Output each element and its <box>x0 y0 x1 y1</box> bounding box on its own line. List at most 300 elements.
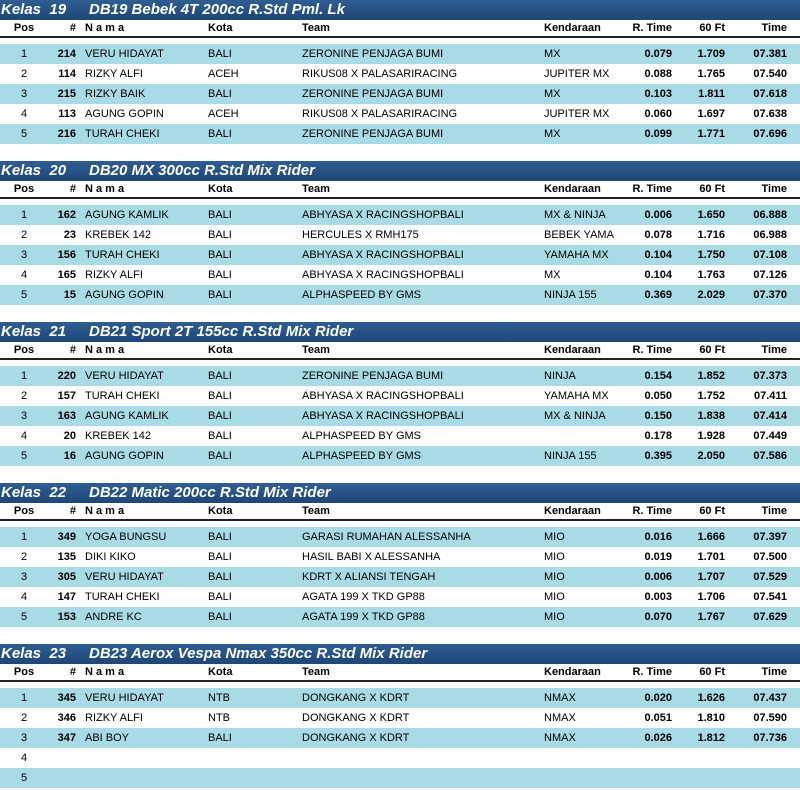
row-start-number: 15 <box>63 289 76 301</box>
row-60ft: 2.050 <box>697 450 725 462</box>
table-row <box>0 225 800 245</box>
header-kendaraan: Kendaraan <box>544 22 601 34</box>
row-team: AGATA 199 X TKD GP88 <box>302 611 425 623</box>
row-vehicle: YAMAHA MX <box>544 249 609 261</box>
row-rider-name: AGUNG GOPIN <box>85 289 164 301</box>
row-rider-name: VERU HIDAYAT <box>85 48 164 60</box>
row-reaction-time: 0.020 <box>644 692 672 704</box>
table-header <box>0 181 800 199</box>
row-city: BALI <box>208 551 232 563</box>
header-number: # <box>69 666 76 678</box>
row-reaction-time: 0.088 <box>644 68 672 80</box>
row-team: ZERONINE PENJAGA BUMI <box>302 370 444 382</box>
kelas-section <box>0 483 800 627</box>
row-60ft: 1.706 <box>697 591 725 603</box>
table-row <box>0 104 800 124</box>
table-row <box>0 265 800 285</box>
row-pos: 4 <box>20 752 28 764</box>
row-60ft: 1.771 <box>697 128 725 140</box>
table-row <box>0 124 800 144</box>
header-time: Time <box>761 344 787 356</box>
kelas-number: 21 <box>49 323 67 340</box>
row-time: 07.590 <box>753 712 787 724</box>
row-reaction-time: 0.103 <box>644 88 672 100</box>
row-vehicle: NINJA 155 <box>544 289 597 301</box>
row-vehicle: MIO <box>544 571 565 583</box>
row-vehicle: MIO <box>544 531 565 543</box>
table-row <box>0 426 800 446</box>
row-rider-name: RIZKY ALFI <box>85 68 143 80</box>
row-time: 07.411 <box>753 390 787 402</box>
header-kota: Kota <box>208 22 233 34</box>
row-team: ABHYASA X RACINGSHOPBALI <box>302 410 464 422</box>
table-row <box>0 84 800 104</box>
row-60ft: 2.029 <box>697 289 725 301</box>
kelas-title-band <box>0 0 800 20</box>
row-60ft: 1.707 <box>697 571 725 583</box>
row-time: 07.397 <box>753 531 787 543</box>
row-team: ABHYASA X RACINGSHOPBALI <box>302 269 464 281</box>
row-reaction-time: 0.079 <box>644 48 672 60</box>
kelas-title: DB22 Matic 200cc R.Std Mix Rider <box>89 484 331 501</box>
row-60ft: 1.763 <box>697 269 725 281</box>
table-row <box>0 446 800 466</box>
row-time: 07.370 <box>753 289 787 301</box>
row-reaction-time: 0.178 <box>644 430 672 442</box>
row-reaction-time: 0.019 <box>644 551 672 563</box>
table-row <box>0 406 800 426</box>
row-vehicle: NMAX <box>544 712 576 724</box>
header-kota: Kota <box>208 666 233 678</box>
row-city: BALI <box>208 571 232 583</box>
row-reaction-time: 0.026 <box>644 732 672 744</box>
row-60ft: 1.701 <box>697 551 725 563</box>
header-nama: N a m a <box>85 183 125 195</box>
header-pos: Pos <box>13 183 35 195</box>
row-time: 07.541 <box>753 591 787 603</box>
row-pos: 5 <box>20 611 28 623</box>
row-city: ACEH <box>208 108 239 120</box>
row-vehicle: MX <box>544 269 561 281</box>
header-nama: N a m a <box>85 344 125 356</box>
header-time: Time <box>761 22 787 34</box>
result-rows <box>0 360 800 466</box>
row-vehicle: MIO <box>544 611 565 623</box>
table-row <box>0 44 800 64</box>
row-60ft: 1.697 <box>697 108 725 120</box>
row-vehicle: MX <box>544 128 561 140</box>
row-start-number: 16 <box>63 450 76 462</box>
row-vehicle: MX & NINJA <box>544 209 606 221</box>
row-city: ACEH <box>208 68 239 80</box>
row-team: ALPHASPEED BY GMS <box>302 289 422 301</box>
row-reaction-time: 0.003 <box>644 591 672 603</box>
row-rider-name: VERU HIDAYAT <box>85 692 164 704</box>
row-start-number: 20 <box>63 430 76 442</box>
row-rider-name: KREBEK 142 <box>85 229 152 241</box>
row-start-number: 114 <box>58 68 76 80</box>
header-number: # <box>69 183 76 195</box>
row-pos: 1 <box>20 692 28 704</box>
table-row <box>0 527 800 547</box>
table-row <box>0 366 800 386</box>
table-header <box>0 342 800 360</box>
row-rider-name: KREBEK 142 <box>85 430 152 442</box>
row-time: 07.437 <box>753 692 787 704</box>
table-row <box>0 64 800 84</box>
table-row <box>0 205 800 225</box>
row-vehicle: NMAX <box>544 692 576 704</box>
row-team: DONGKANG X KDRT <box>302 692 410 704</box>
kelas-title: DB23 Aerox Vespa Nmax 350cc R.Std Mix Rider <box>89 645 428 662</box>
header-nama: N a m a <box>85 22 125 34</box>
row-time: 07.449 <box>753 430 787 442</box>
header-reaction-time: R. Time <box>632 344 672 356</box>
header-nama: N a m a <box>85 505 125 517</box>
row-team: ZERONINE PENJAGA BUMI <box>302 48 444 60</box>
row-team: ALPHASPEED BY GMS <box>302 450 422 462</box>
row-reaction-time: 0.006 <box>644 209 672 221</box>
kelas-label: Kelas <box>1 1 42 18</box>
table-row <box>0 748 800 768</box>
kelas-label: Kelas <box>1 162 42 179</box>
row-city: BALI <box>208 249 232 261</box>
row-time: 07.586 <box>753 450 787 462</box>
row-start-number: 220 <box>57 370 76 382</box>
row-team: ABHYASA X RACINGSHOPBALI <box>302 209 464 221</box>
header-60ft: 60 Ft <box>699 666 725 678</box>
table-row <box>0 567 800 587</box>
table-header <box>0 503 800 521</box>
row-60ft: 1.626 <box>697 692 725 704</box>
row-team: HERCULES X RMH175 <box>302 229 419 241</box>
row-rider-name: AGUNG GOPIN <box>85 108 164 120</box>
row-rider-name: RIZKY ALFI <box>85 269 143 281</box>
row-start-number: 153 <box>57 611 76 623</box>
row-time: 07.500 <box>753 551 787 563</box>
row-pos: 5 <box>20 128 28 140</box>
row-reaction-time: 0.070 <box>644 611 672 623</box>
row-reaction-time: 0.006 <box>644 571 672 583</box>
row-city: BALI <box>208 128 232 140</box>
row-city: BALI <box>208 370 232 382</box>
row-time: 07.529 <box>753 571 787 583</box>
row-pos: 1 <box>20 48 28 60</box>
row-time: 07.373 <box>753 370 787 382</box>
row-city: NTB <box>208 712 230 724</box>
header-pos: Pos <box>13 666 35 678</box>
row-pos: 2 <box>20 712 28 724</box>
row-pos: 1 <box>20 209 28 221</box>
row-team: RIKUS08 X PALASARIRACING <box>302 68 458 80</box>
row-reaction-time: 0.050 <box>644 390 672 402</box>
row-pos: 3 <box>20 410 28 422</box>
row-pos: 4 <box>20 108 28 120</box>
row-vehicle: JUPITER MX <box>544 108 610 120</box>
row-vehicle: NMAX <box>544 732 576 744</box>
header-60ft: 60 Ft <box>699 505 725 517</box>
header-team: Team <box>302 183 330 195</box>
header-reaction-time: R. Time <box>632 183 672 195</box>
table-row <box>0 688 800 708</box>
row-start-number: 135 <box>57 551 76 563</box>
kelas-title-band <box>0 161 800 181</box>
header-60ft: 60 Ft <box>699 22 725 34</box>
row-pos: 4 <box>20 591 28 603</box>
row-pos: 4 <box>20 269 28 281</box>
row-time: 06.888 <box>753 209 787 221</box>
row-pos: 5 <box>20 772 28 784</box>
row-city: BALI <box>208 209 232 221</box>
row-rider-name: AGUNG KAMLIK <box>85 410 169 422</box>
row-team: ZERONINE PENJAGA BUMI <box>302 128 444 140</box>
row-city: BALI <box>208 289 232 301</box>
row-reaction-time: 0.104 <box>644 249 672 261</box>
row-team: HASIL BABI X ALESSANHA <box>302 551 441 563</box>
kelas-title-band <box>0 644 800 664</box>
row-start-number: 347 <box>57 732 76 744</box>
row-city: BALI <box>208 269 232 281</box>
header-team: Team <box>302 22 330 34</box>
row-vehicle: NINJA 155 <box>544 450 597 462</box>
row-city: BALI <box>208 591 232 603</box>
row-reaction-time: 0.104 <box>644 269 672 281</box>
row-team: AGATA 199 X TKD GP88 <box>302 591 425 603</box>
row-rider-name: AGUNG GOPIN <box>85 450 164 462</box>
table-row <box>0 708 800 728</box>
row-pos: 3 <box>20 571 28 583</box>
row-reaction-time: 0.154 <box>644 370 672 382</box>
row-start-number: 216 <box>57 128 76 140</box>
header-kendaraan: Kendaraan <box>544 344 601 356</box>
row-city: NTB <box>208 692 230 704</box>
row-time: 07.381 <box>753 48 787 60</box>
row-rider-name: AGUNG KAMLIK <box>85 209 169 221</box>
table-row <box>0 285 800 305</box>
header-number: # <box>69 344 76 356</box>
row-start-number: 23 <box>63 229 76 241</box>
row-time: 07.696 <box>753 128 787 140</box>
kelas-title: DB19 Bebek 4T 200cc R.Std Pml. Lk <box>89 1 345 18</box>
row-60ft: 1.765 <box>697 68 725 80</box>
row-team: KDRT X ALIANSI TENGAH <box>302 571 436 583</box>
row-reaction-time: 0.060 <box>644 108 672 120</box>
row-time: 07.108 <box>753 249 787 261</box>
row-start-number: 165 <box>57 269 76 281</box>
row-city: BALI <box>208 430 232 442</box>
row-time: 06.988 <box>753 229 787 241</box>
header-number: # <box>69 22 76 34</box>
row-vehicle: JUPITER MX <box>544 68 610 80</box>
row-60ft: 1.811 <box>698 88 725 100</box>
row-rider-name: VERU HIDAYAT <box>85 370 164 382</box>
table-row <box>0 587 800 607</box>
row-city: BALI <box>208 732 232 744</box>
kelas-label: Kelas <box>1 645 42 662</box>
row-team: DONGKANG X KDRT <box>302 712 410 724</box>
result-rows <box>0 682 800 788</box>
header-time: Time <box>761 666 787 678</box>
row-pos: 2 <box>20 68 28 80</box>
row-start-number: 163 <box>57 410 76 422</box>
row-reaction-time: 0.369 <box>644 289 672 301</box>
row-city: BALI <box>208 450 232 462</box>
row-start-number: 156 <box>57 249 76 261</box>
row-vehicle: YAMAHA MX <box>544 390 609 402</box>
row-rider-name: ABI BOY <box>85 732 130 744</box>
table-header <box>0 20 800 38</box>
kelas-number: 19 <box>49 1 67 18</box>
row-reaction-time: 0.395 <box>644 450 672 462</box>
header-kota: Kota <box>208 183 233 195</box>
row-pos: 5 <box>20 450 28 462</box>
row-60ft: 1.716 <box>697 229 725 241</box>
row-pos: 3 <box>20 732 28 744</box>
table-row <box>0 768 800 788</box>
row-pos: 4 <box>20 430 28 442</box>
kelas-label: Kelas <box>1 484 42 501</box>
row-time: 07.736 <box>753 732 787 744</box>
header-kendaraan: Kendaraan <box>544 666 601 678</box>
kelas-label: Kelas <box>1 323 42 340</box>
row-rider-name: RIZKY BAIK <box>85 88 146 100</box>
row-team: ALPHASPEED BY GMS <box>302 430 422 442</box>
row-rider-name: VERU HIDAYAT <box>85 571 164 583</box>
table-row <box>0 245 800 265</box>
row-pos: 2 <box>20 390 28 402</box>
result-rows <box>0 521 800 627</box>
row-60ft: 1.767 <box>697 611 725 623</box>
row-time: 07.618 <box>753 88 787 100</box>
row-city: BALI <box>208 229 232 241</box>
row-vehicle: NINJA <box>544 370 576 382</box>
row-reaction-time: 0.051 <box>644 712 672 724</box>
row-pos: 2 <box>20 551 28 563</box>
header-kendaraan: Kendaraan <box>544 183 601 195</box>
row-rider-name: TURAH CHEKI <box>85 128 160 140</box>
header-team: Team <box>302 344 330 356</box>
row-team: ABHYASA X RACINGSHOPBALI <box>302 249 464 261</box>
kelas-title: DB20 MX 300cc R.Std Mix Rider <box>89 162 315 179</box>
row-city: BALI <box>208 531 232 543</box>
row-60ft: 1.666 <box>697 531 725 543</box>
row-start-number: 157 <box>57 390 76 402</box>
row-start-number: 305 <box>57 571 76 583</box>
row-team: ABHYASA X RACINGSHOPBALI <box>302 390 464 402</box>
header-pos: Pos <box>13 344 35 356</box>
row-vehicle: MX & NINJA <box>544 410 606 422</box>
row-team: ZERONINE PENJAGA BUMI <box>302 88 444 100</box>
row-rider-name: RIZKY ALFI <box>85 712 143 724</box>
result-rows <box>0 199 800 305</box>
row-60ft: 1.852 <box>697 370 725 382</box>
row-reaction-time: 0.150 <box>644 410 672 422</box>
row-time: 07.540 <box>753 68 787 80</box>
row-60ft: 1.709 <box>697 48 725 60</box>
row-time: 07.414 <box>753 410 787 422</box>
row-pos: 5 <box>20 289 28 301</box>
row-rider-name: TURAH CHEKI <box>85 249 160 261</box>
header-reaction-time: R. Time <box>632 505 672 517</box>
header-kendaraan: Kendaraan <box>544 505 601 517</box>
row-rider-name: YOGA BUNGSU <box>85 531 167 543</box>
row-vehicle: MIO <box>544 591 565 603</box>
kelas-section <box>0 644 800 788</box>
row-rider-name: DIKI KIKO <box>85 551 136 563</box>
header-kota: Kota <box>208 344 233 356</box>
row-team: GARASI RUMAHAN ALESSANHA <box>302 531 471 543</box>
row-vehicle: MX <box>544 48 561 60</box>
row-60ft: 1.928 <box>697 430 725 442</box>
row-team: DONGKANG X KDRT <box>302 732 410 744</box>
row-pos: 3 <box>20 249 28 261</box>
row-city: BALI <box>208 611 232 623</box>
header-number: # <box>69 505 76 517</box>
header-pos: Pos <box>13 505 35 517</box>
row-pos: 2 <box>20 229 28 241</box>
row-rider-name: TURAH CHEKI <box>85 591 160 603</box>
row-vehicle: BEBEK YAMA <box>544 229 614 241</box>
row-start-number: 215 <box>57 88 76 100</box>
row-pos: 3 <box>20 88 28 100</box>
row-team: RIKUS08 X PALASARIRACING <box>302 108 458 120</box>
header-reaction-time: R. Time <box>632 666 672 678</box>
header-team: Team <box>302 666 330 678</box>
row-60ft: 1.810 <box>697 712 725 724</box>
kelas-number: 22 <box>49 484 67 501</box>
row-60ft: 1.752 <box>697 390 725 402</box>
result-rows <box>0 38 800 144</box>
row-rider-name: TURAH CHEKI <box>85 390 160 402</box>
row-start-number: 214 <box>57 48 76 60</box>
row-start-number: 349 <box>57 531 76 543</box>
row-start-number: 147 <box>57 591 76 603</box>
kelas-title-band <box>0 483 800 503</box>
header-reaction-time: R. Time <box>632 22 672 34</box>
row-60ft: 1.650 <box>697 209 725 221</box>
kelas-title: DB21 Sport 2T 155cc R.Std Mix Rider <box>89 323 354 340</box>
table-header <box>0 664 800 682</box>
kelas-number: 20 <box>49 162 67 179</box>
row-60ft: 1.812 <box>697 732 725 744</box>
row-rider-name: ANDRE KC <box>85 611 142 623</box>
kelas-number: 23 <box>49 645 67 662</box>
row-city: BALI <box>208 390 232 402</box>
kelas-title-band <box>0 322 800 342</box>
table-row <box>0 728 800 748</box>
header-time: Time <box>761 505 787 517</box>
table-row <box>0 386 800 406</box>
row-time: 07.629 <box>753 611 787 623</box>
row-city: BALI <box>208 410 232 422</box>
row-start-number: 162 <box>57 209 76 221</box>
header-kota: Kota <box>208 505 233 517</box>
row-city: BALI <box>208 48 232 60</box>
header-time: Time <box>761 183 787 195</box>
row-60ft: 1.750 <box>697 249 725 261</box>
row-start-number: 345 <box>57 692 76 704</box>
row-reaction-time: 0.099 <box>644 128 672 140</box>
row-start-number: 113 <box>58 108 76 120</box>
row-reaction-time: 0.016 <box>644 531 672 543</box>
row-60ft: 1.838 <box>697 410 725 422</box>
row-vehicle: MX <box>544 88 561 100</box>
header-team: Team <box>302 505 330 517</box>
header-pos: Pos <box>13 22 35 34</box>
row-city: BALI <box>208 88 232 100</box>
row-pos: 1 <box>20 370 28 382</box>
row-pos: 1 <box>20 531 28 543</box>
